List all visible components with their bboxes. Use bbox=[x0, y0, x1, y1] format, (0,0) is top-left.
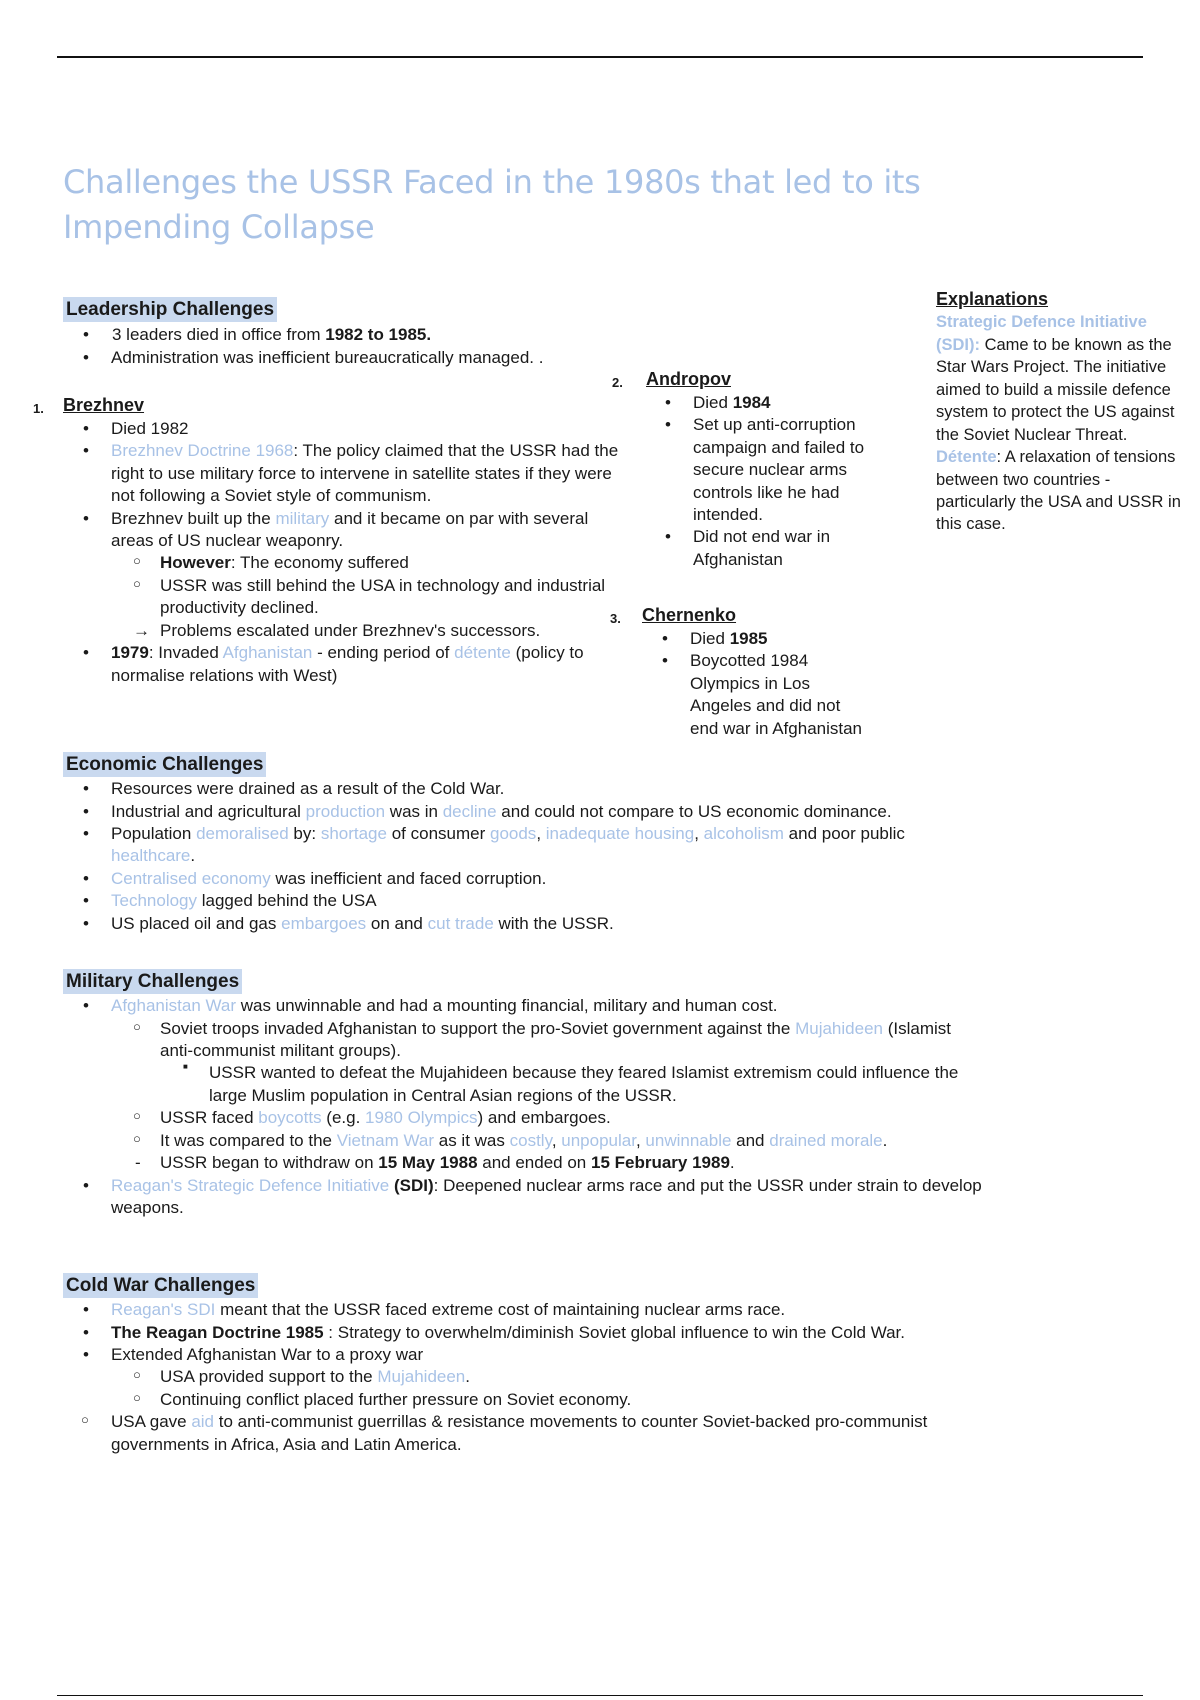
brezhnev-list bbox=[63, 418, 633, 687]
list-item: • Did not end war in Afghanistan bbox=[645, 526, 876, 571]
list-item: • Reagan's SDI meant that the USSR faced extreme cost of maintaining nuclear arms race. bbox=[63, 1299, 983, 1321]
andropov-number: 2. bbox=[612, 375, 623, 390]
military-heading: Military Challenges bbox=[63, 969, 242, 994]
page-title: Challenges the USSR Faced in the 1980s that led to its Impending Collapse bbox=[63, 163, 921, 247]
list-item: • The Reagan Doctrine 1985 : Strategy to overwhelm/diminish Soviet global influence to win the Cold War. bbox=[63, 1322, 983, 1344]
leadership-section bbox=[63, 297, 623, 369]
andropov-heading: Andropov bbox=[646, 369, 731, 389]
list-item: • Afghanistan War was unwinnable and had a mounting financial, military and human cost. bbox=[63, 995, 983, 1017]
list-item: • Set up anti-corruption campaign and failed to secure nuclear arms controls like he had intended. bbox=[645, 414, 876, 526]
military-list bbox=[63, 995, 983, 1219]
list-item: • Died 1985 bbox=[642, 628, 872, 650]
list-item: - USSR began to withdraw on 15 May 1988 and ended on 15 February 1989. bbox=[63, 1152, 983, 1174]
andropov-block bbox=[646, 368, 876, 571]
list-item: • Technology lagged behind the USA bbox=[63, 890, 983, 912]
economic-list bbox=[63, 778, 983, 935]
list-item: • Reagan's Strategic Defence Initiative (SDI): Deepened nuclear arms race and put the USSR under strain to develop weapons. bbox=[63, 1175, 983, 1220]
list-item: • US placed oil and gas embargoes on and cut trade with the USSR. bbox=[63, 913, 983, 935]
brezhnev-block bbox=[63, 394, 633, 687]
list-item: • 1979: Invaded Afghanistan - ending period of détente (policy to normalise relations with West) bbox=[63, 642, 633, 687]
list-item: • 3 leaders died in office from 1982 to 1985. bbox=[63, 324, 623, 346]
list-item: ○ USSR was still behind the USA in technology and industrial productivity declined. bbox=[63, 575, 633, 620]
list-item: • Population demoralised by: shortage of consumer goods, inadequate housing, alcoholism and poor public healthcare. bbox=[63, 823, 983, 868]
list-item: • Resources were drained as a result of the Cold War. bbox=[63, 778, 983, 800]
list-item: ○ Soviet troops invaded Afghanistan to support the pro-Soviet government against the Mujahideen (Islamist anti-communist militant groups). bbox=[63, 1018, 983, 1063]
list-item: • Brezhnev built up the military and it became on par with several areas of US nuclear weaponry. bbox=[63, 508, 633, 553]
list-item: ○ USSR faced boycotts (e.g. 1980 Olympics) and embargoes. bbox=[63, 1107, 983, 1129]
list-item: • Brezhnev Doctrine 1968: The policy claimed that the USSR had the right to use military force to intervene in satellite states if they were not following a Soviet style of communism. bbox=[63, 440, 633, 507]
list-item: → Problems escalated under Brezhnev's successors. bbox=[63, 620, 633, 642]
list-item: • Centralised economy was inefficient and faced corruption. bbox=[63, 868, 983, 890]
detente-explanation: Détente: A relaxation of tensions between two countries - particularly the USA and USSR in this case. bbox=[936, 448, 1181, 534]
chernenko-block bbox=[642, 604, 872, 740]
brezhnev-heading: Brezhnev bbox=[63, 395, 145, 415]
brezhnev-number: 1. bbox=[33, 401, 44, 416]
coldwar-list bbox=[63, 1299, 983, 1456]
coldwar-heading: Cold War Challenges bbox=[63, 1273, 258, 1298]
coldwar-section bbox=[63, 1273, 983, 1456]
leadership-heading: Leadership Challenges bbox=[63, 297, 277, 322]
explanations-heading: Explanations bbox=[936, 289, 1049, 309]
chernenko-number: 3. bbox=[610, 611, 621, 626]
list-item: • Extended Afghanistan War to a proxy war bbox=[63, 1344, 983, 1366]
top-rule bbox=[57, 56, 1143, 58]
list-item: ○ USA gave aid to anti-communist guerrillas & resistance movements to counter Soviet-backed pro-communist governments in Africa, Asia and Latin America. bbox=[63, 1411, 983, 1456]
leadership-list bbox=[63, 324, 623, 369]
list-item: ○ USA provided support to the Mujahideen. bbox=[63, 1366, 983, 1388]
list-item: • Died 1984 bbox=[645, 392, 876, 414]
sdi-explanation: Strategic Defence Initiative (SDI): Came to be known as the Star Wars Project. The initiative aimed to build a missile defence system to protect the US against the Soviet Nuclear Threat. bbox=[936, 313, 1175, 444]
military-section bbox=[63, 969, 983, 1219]
explanations-box bbox=[936, 287, 1186, 536]
list-item: • Boycotted 1984 Olympics in Los Angeles and did not end war in Afghanistan bbox=[642, 650, 872, 740]
list-item: ■ USSR wanted to defeat the Mujahideen because they feared Islamist extremism could influence the large Muslim population in Central Asian regions of the USSR. bbox=[63, 1062, 983, 1107]
economic-heading: Economic Challenges bbox=[63, 752, 266, 777]
chernenko-list bbox=[642, 628, 872, 740]
bottom-rule bbox=[57, 1695, 1143, 1696]
list-item: • Administration was inefficient bureaucratically managed. . bbox=[63, 347, 623, 369]
list-item: ○ It was compared to the Vietnam War as it was costly, unpopular, unwinnable and drained morale. bbox=[63, 1130, 983, 1152]
list-item: ○ Continuing conflict placed further pressure on Soviet economy. bbox=[63, 1389, 983, 1411]
chernenko-heading: Chernenko bbox=[642, 605, 737, 625]
list-item: • Industrial and agricultural production was in decline and could not compare to US economic dominance. bbox=[63, 801, 983, 823]
list-item: • Died 1982 bbox=[63, 418, 633, 440]
andropov-list bbox=[645, 392, 876, 572]
economic-section bbox=[63, 752, 983, 935]
list-item: ○ However: The economy suffered bbox=[63, 552, 633, 574]
